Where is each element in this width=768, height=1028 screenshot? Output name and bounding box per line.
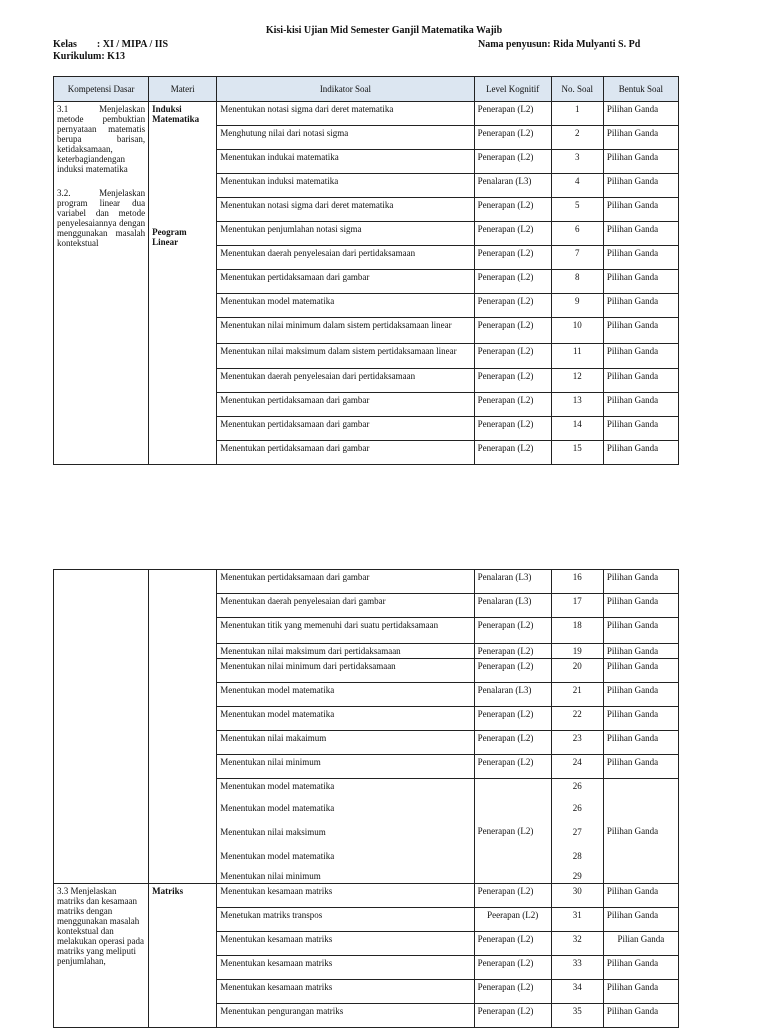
level-cell: Penalaran (L3) (474, 570, 551, 594)
bentuk-cell: Pilihan Ganda (603, 417, 678, 441)
level-cell: Penalaran (L3) (474, 594, 551, 618)
no-cell: 23 (551, 731, 603, 755)
materi-matriks: Matriks (149, 884, 217, 1028)
bentuk-cell: Pilihan Ganda (603, 908, 678, 932)
level-cell: Penalaran (L3) (474, 683, 551, 707)
bentuk-cell: Pilihan Ganda (603, 174, 678, 198)
no-group-item: 26 (572, 781, 582, 791)
bentuk-cell: Pilihan Ganda (603, 659, 678, 683)
materi-program-linear: Peogram Linear (152, 227, 187, 247)
bentuk-cell: Pilihan Ganda (603, 683, 678, 707)
penyusun-label: Nama penyusun: Rida Mulyanti S. Pd (478, 39, 641, 50)
indikator-cell: Menentukan kesamaan matriks (217, 980, 474, 1004)
no-cell: 30 (551, 884, 603, 908)
level-cell: Penerapan (L2) (474, 731, 551, 755)
level-cell: Penalaran (L3) (474, 174, 551, 198)
level-cell: Penerapan (L2) (474, 126, 551, 150)
indikator-cell: Menentukan notasi sigma dari deret matematika (217, 198, 474, 222)
indikator-cell: Menentukan nilai minimum (217, 755, 474, 779)
no-cell: 32 (551, 932, 603, 956)
indikator-group-item: Menentukan model matematika (220, 851, 335, 861)
no-group-item: 28 (572, 851, 582, 861)
bentuk-cell: Pilihan Ganda (603, 344, 678, 369)
no-cell: 24 (551, 755, 603, 779)
no-cell: 8 (551, 270, 603, 294)
indikator-cell: Menentukan pertidaksamaan dari gambar (217, 417, 474, 441)
level-cell: Penerapan (L2) (474, 198, 551, 222)
no-group-item: 29 (572, 871, 582, 881)
no-group-item: 26 (572, 803, 582, 813)
materi-induksi: Induksi Matematika (152, 104, 200, 124)
kelas-label: Kelas : XI / MIPA / IIS (53, 39, 169, 50)
indikator-cell: Menentukan indukai matematika (217, 150, 474, 174)
level-cell: Penerapan (L2) (474, 956, 551, 980)
no-cell: 22 (551, 707, 603, 731)
indikator-group-item: Menentukan model matematika (220, 803, 335, 813)
no-cell: 21 (551, 683, 603, 707)
kurikulum-label: Kurikulum: K13 (53, 51, 125, 62)
indikator-cell: Menentukan daerah penyelesaian dari gambar (217, 594, 474, 618)
bentuk-cell: Pilihan Ganda (603, 441, 678, 465)
no-cell: 18 (551, 618, 603, 644)
materi-cell-1 (149, 102, 217, 465)
indikator-cell: Menentukan nilai maksimum dalam sistem pertidaksamaan linear (217, 344, 474, 369)
no-cell: 6 (551, 222, 603, 246)
level-cell: Penerapan (L2) (474, 294, 551, 318)
header-indikator-soal: Indikator Soal (217, 77, 474, 102)
level-cell: Penerapan (L2) (474, 618, 551, 644)
bentuk-cell: Pilihan Ganda (603, 570, 678, 594)
indikator-group-item: Menentukan model matematika (220, 781, 335, 791)
no-cell: 9 (551, 294, 603, 318)
bentuk-cell: Pilihan Ganda (603, 222, 678, 246)
level-cell: Penerapan (L2) (474, 1004, 551, 1028)
indikator-cell: Menentukan pertidaksamaan dari gambar (217, 393, 474, 417)
kisi-kisi-table-page-2 (53, 569, 679, 1028)
indikator-cell: Menentukan titik yang memenuhi dari suatu pertidaksamaan (217, 618, 474, 644)
header-level-kognitif: Level Kognitif (474, 77, 551, 102)
indikator-cell: Menentukan pertidaksamaan dari gambar (217, 570, 474, 594)
indikator-cell: Menentukan penjumlahan notasi sigma (217, 222, 474, 246)
bentuk-cell: Pilihan Ganda (603, 755, 678, 779)
indikator-cell: Menentukan nilai minimum dari pertidaksamaan (217, 659, 474, 683)
bentuk-cell: Pilihan Ganda (603, 731, 678, 755)
indikator-group-item: Menentukan nilai minimum (220, 871, 321, 881)
level-cell: Penerapan (L2) (474, 150, 551, 174)
kd-3-1: 3.1 Menjelaskan metode pembuktian pernyataan matematis berupa barisan, ketidaksamaan, keterbagiandengan induksi matematika (57, 104, 146, 174)
kisi-kisi-table-page-1 (53, 76, 679, 465)
level-cell: Penerapan (L2) (474, 932, 551, 956)
level-cell: Penerapan (L2) (474, 222, 551, 246)
document-title: Kisi-kisi Ujian Mid Semester Ganjil Matematika Wajib (265, 25, 503, 36)
no-cell: 13 (551, 393, 603, 417)
header-materi: Materi (149, 77, 217, 102)
bentuk-cell: Pilihan Ganda (603, 956, 678, 980)
header-bentuk-soal: Bentuk Soal (603, 77, 678, 102)
level-cell: Penerapan (L2) (474, 102, 551, 126)
level-cell: Peerapan (L2) (474, 908, 551, 932)
level-cell: Penerapan (L2) (474, 318, 551, 344)
indikator-cell: Menentukan model matematika (217, 294, 474, 318)
no-cell: 3 (551, 150, 603, 174)
indikator-cell: Menentukan induksi matematika (217, 174, 474, 198)
bentuk-cell: Pilihan Ganda (603, 294, 678, 318)
indikator-group-cell (217, 779, 474, 884)
level-cell: Penerapan (L2) (474, 980, 551, 1004)
no-cell: 16 (551, 570, 603, 594)
level-cell: Penerapan (L2) (474, 344, 551, 369)
no-cell: 11 (551, 344, 603, 369)
bentuk-cell: Pilihan Ganda (603, 884, 678, 908)
indikator-cell: Menentukan kesamaan matriks (217, 884, 474, 908)
level-cell: Penerapan (L2) (474, 644, 551, 659)
indikator-group-item: Menentukan nilai maksimum (220, 827, 326, 837)
indikator-cell: Menentukan model matematika (217, 683, 474, 707)
bentuk-cell: Pilihan Ganda (603, 980, 678, 1004)
level-cell: Penerapan (L2) (474, 369, 551, 393)
no-cell: 19 (551, 644, 603, 659)
no-cell: 14 (551, 417, 603, 441)
no-cell: 15 (551, 441, 603, 465)
indikator-cell: Menentukan nilai maksimum dari pertidaksamaan (217, 644, 474, 659)
bentuk-cell: Pilian Ganda (603, 932, 678, 956)
bentuk-cell: Pilihan Ganda (603, 707, 678, 731)
bentuk-cell: Pilihan Ganda (603, 246, 678, 270)
bentuk-cell: Pilihan Ganda (603, 779, 678, 884)
indikator-cell: Menentukan model matematika (217, 707, 474, 731)
level-cell: Penerapan (L2) (474, 659, 551, 683)
bentuk-cell: Pilihan Ganda (603, 198, 678, 222)
level-cell: Penerapan (L2) (474, 884, 551, 908)
bentuk-cell: Pilihan Ganda (603, 150, 678, 174)
bentuk-cell: Pilihan Ganda (603, 102, 678, 126)
indikator-cell: Menentukan pengurangan matriks (217, 1004, 474, 1028)
level-cell: Penerapan (L2) (474, 755, 551, 779)
no-cell: 4 (551, 174, 603, 198)
level-cell: Penerapan (L2) (474, 441, 551, 465)
kd-3-2: 3.2. Menjelaskan program linear dua variabel dan metode penyelesaiannya dengan menggunakan masalah kontekstual (57, 188, 146, 248)
level-cell: Penerapan (L2) (474, 393, 551, 417)
bentuk-cell: Pilihan Ganda (603, 644, 678, 659)
bentuk-cell: Pilihan Ganda (603, 369, 678, 393)
indikator-cell: Menghutung nilai dari notasi sigma (217, 126, 474, 150)
level-cell: Penerapan (L2) (474, 270, 551, 294)
bentuk-cell: Pilihan Ganda (603, 318, 678, 344)
header-kompetensi-dasar: Kompetensi Dasar (54, 77, 149, 102)
indikator-cell: Menentukan daerah penyelesaian dari pertidaksamaan (217, 246, 474, 270)
no-group-item: 27 (572, 827, 582, 837)
no-cell: 33 (551, 956, 603, 980)
no-cell: 31 (551, 908, 603, 932)
level-cell: Penerapan (L2) (474, 246, 551, 270)
kd-cell-empty (54, 570, 149, 884)
no-group-cell (551, 779, 603, 884)
no-cell: 12 (551, 369, 603, 393)
bentuk-cell: Pilihan Ganda (603, 1004, 678, 1028)
bentuk-cell: Pilihan Ganda (603, 594, 678, 618)
bentuk-cell: Pilihan Ganda (603, 126, 678, 150)
indikator-cell: Menentukan kesamaan matriks (217, 956, 474, 980)
indikator-cell: Menentukan pertidaksamaan dari gambar (217, 270, 474, 294)
kd-3-3: 3.3 Menjelaskan matriks dan kesamaan matriks dengan menggunakan masalah kontekstual dan melakukan operasi pada matriks yang meliputi penjumlahan, (54, 884, 149, 1028)
no-cell: 10 (551, 318, 603, 344)
indikator-cell: Menetukan matriks transpos (217, 908, 474, 932)
no-cell: 5 (551, 198, 603, 222)
indikator-cell: Menentukan nilai minimum dalam sistem pertidaksamaan linear (217, 318, 474, 344)
indikator-cell: Menentukan kesamaan matriks (217, 932, 474, 956)
indikator-cell: Menentukan notasi sigma dari deret matematika (217, 102, 474, 126)
indikator-cell: Menentukan daerah penyelesaian dari pertidaksamaan (217, 369, 474, 393)
bentuk-cell: Pilihan Ganda (603, 393, 678, 417)
no-cell: 34 (551, 980, 603, 1004)
indikator-cell: Menentukan pertidaksamaan dari gambar (217, 441, 474, 465)
kd-cell-1 (54, 102, 149, 465)
header-no-soal: No. Soal (551, 77, 603, 102)
no-cell: 17 (551, 594, 603, 618)
no-cell: 20 (551, 659, 603, 683)
no-cell: 1 (551, 102, 603, 126)
level-cell: Penerapan (L2) (474, 707, 551, 731)
level-cell: Penerapan (L2) (474, 417, 551, 441)
bentuk-cell: Pilihan Ganda (603, 618, 678, 644)
no-cell: 7 (551, 246, 603, 270)
no-cell: 2 (551, 126, 603, 150)
bentuk-cell: Pilihan Ganda (603, 270, 678, 294)
indikator-cell: Menentukan nilai makaimum (217, 731, 474, 755)
level-cell: Penerapan (L2) (474, 779, 551, 884)
materi-cell-empty (149, 570, 217, 884)
no-cell: 35 (551, 1004, 603, 1028)
